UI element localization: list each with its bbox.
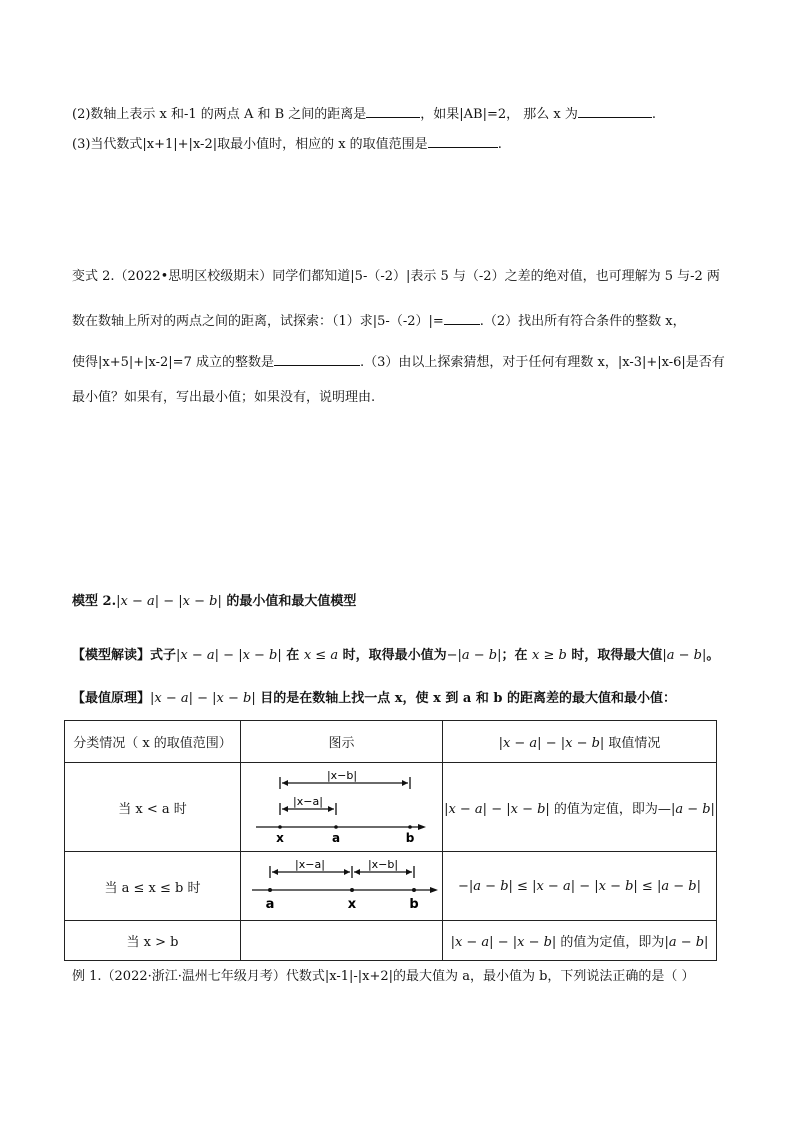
point-x: x [275,831,284,845]
point-b: b [408,897,419,912]
question-part-2: (2)数轴上表示 x 和-1 的两点 A 和 B 之间的距离是 ，如果|AB|=2， 那么 x 为 . [72,103,656,124]
row3-case: 当 x > b [65,921,241,961]
point-x: x [347,897,356,912]
row1-figure [241,763,443,852]
header-value: |x − a| − |x − b| 取值情况 [443,721,717,763]
number-line-figure-2 [242,852,442,916]
point-b: b [405,831,414,845]
variant-2-line-2: 数在数轴上所对的两点之间的距离，试探索：（1）求|5-（-2）|= .（2）找出所有符合条件的整数 x， [72,310,686,331]
extremum-principle: 【最值原理】|x − a| − |x − b| 目的是在数轴上找一点 x，使 x 到 a 和 b 的距离差的最大值和最小值： [72,691,676,706]
point-a: a [265,897,274,912]
variant-2-line-4: 最小值？如果有，写出最小值；如果没有，说明理由. [72,390,376,405]
row1-value: |x − a| − |x − b| 的值为定值，即为—|a − b| [443,763,717,852]
row3-value: |x − a| − |x − b| 的值为定值，即为|a − b| [443,921,717,961]
example-1: 例 1.（2022·浙江·温州七年级月考）代数式|x-1|-|x+2|的最大值为 a，最小值为 b，下列说法正确的是（ ） [72,969,695,984]
number-line-figure-1 [242,763,442,847]
answer-blank-abs[interactable] [444,310,480,325]
row2-case: 当 a ≤ x ≤ b 时 [65,852,241,921]
variant-2-line-3: 使得|x+5|+|x-2|=7 成立的整数是 .（3）由以上探索猜想，对于任何有理数 x，|x-3|+|x-6|是否有 [72,351,725,372]
model-table [64,720,717,961]
answer-blank-distance[interactable] [366,103,420,118]
question-part-3: (3)当代数式|x+1|+|x-2|取最小值时，相应的 x 的取值范围是 . [72,133,502,154]
header-case: 分类情况（ x 的取值范围） [65,721,241,763]
row3-figure [241,921,443,961]
row2-value: −|a − b| ≤ |x − a| − |x − b| ≤ |a − b| [443,852,717,921]
row1-case: 当 x < a 时 [65,763,241,852]
answer-blank-integers[interactable] [274,351,360,366]
table-row [65,921,717,961]
table-header-row [65,721,717,763]
model-interpretation: 【模型解读】式子|x − a| − |x − b| 在 x ≤ a 时，取得最小值为−|a − b|；在 x ≥ b 时，取得最大值|a − b|。 [72,648,720,663]
header-figure: 图示 [241,721,443,763]
label-x-a: |x−a| [294,858,325,871]
label-x-b: |x−b| [326,769,357,782]
row2-figure [241,852,443,921]
label-x-b: |x−b| [367,858,398,871]
answer-blank-x[interactable] [578,103,652,118]
answer-blank-range[interactable] [428,133,498,148]
variant-2-line-1: 变式 2.（2022•思明区校级期末）同学们都知道|5-（-2）|表示 5 与（-2）之差的绝对值，也可理解为 5 与-2 两 [72,269,720,284]
label-x-a: |x−a| [292,795,323,808]
table-row [65,763,717,852]
point-a: a [331,831,340,845]
table-row [65,852,717,921]
model-2-heading: 模型 2.|x − a| − |x − b| 的最小值和最大值模型 [72,594,357,609]
